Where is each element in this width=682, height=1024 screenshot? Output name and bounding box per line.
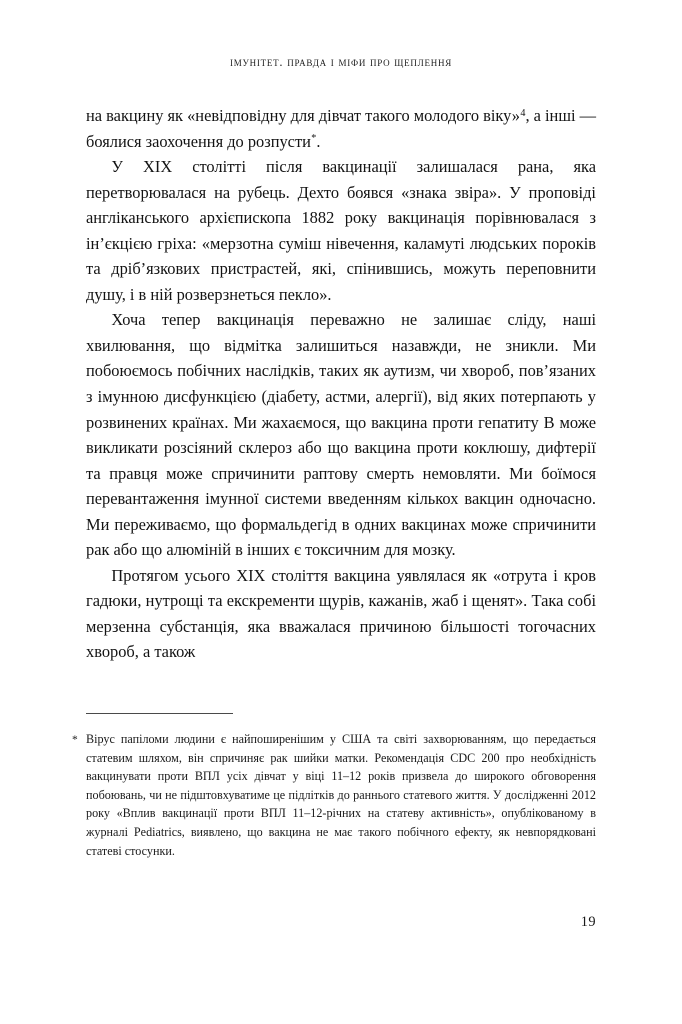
footnote-text: Вірус папіломи людини є найпоширенішим у США та світі захворюванням, що передається статевим шляхом, він спричиняє рак шийки матки. Рекомендація CDC 200 про необхідність вакцинувати проти ВПЛ усіх дівчат у віці 11–12 років призвела до широкого обговорення побоювань, чи не підштовхуватиме це підлітків до раннього статевого життя. У дослідженні 2012 року «Вплив вакцинації проти ВПЛ 11–12-річних на статеву активність», опублікованому в журналі Pediatrics, виявлено, що вакцина не має такого побічного ефекту, як невпорядковані статеві стосунки. (86, 732, 596, 858)
page-number: 19 (580, 914, 596, 930)
paragraph-3: Хоча тепер вакцинація переважно не залишає сліду, наші хвилювання, що відмітка залишиться назавжди, не зникли. Ми побоюємось побічних наслідків, таких як аутизм, чи хвороб, пов’язаних з імунною дисфункцією (діабету, астми, алергії), від яких потерпають у розвинених країнах. Ми жахаємося, що вакцина проти гепатиту В може викликати розсіяний склероз або що вакцина проти коклюшу, дифтерії та правця може спричинити раптову смерть немовляти. Ми боїмося перевантаження імунної системи введенням кількох вакцин одночасно. Ми переживаємо, що формальдегід в одних вакцинах може спричинити рак або що алюміній в інших є токсичним для мозку. (86, 310, 596, 560)
running-head (86, 56, 596, 69)
paragraph-1 (86, 103, 596, 154)
paragraph-1-text-b: , а інші — боялися заохочення до розпусти (86, 106, 596, 151)
running-head-text: імунітет. правда і міфи про щеплення (229, 55, 453, 69)
footnote-marker-asterisk: * (311, 133, 317, 145)
footnote-asterisk-marker: * (72, 733, 78, 746)
paragraph-1-text-c: . (316, 131, 321, 151)
body-text-block (86, 103, 596, 665)
footnote-marker-4: 4 (520, 107, 526, 119)
paragraph-4: Протягом усього XIX століття вакцина уявлялася як «отрута і кров гадюки, нутрощі та екскременти щурів, кажанів, жаб і щенят». Така собі мерзенна субстанція, яка вважалася причиною більшості тогочасних хвороб, а також (86, 565, 596, 662)
footnote-separator-rule (86, 713, 233, 714)
paragraph-1-text-a: на вакцину як «невідповідну для дівчат такого молодого віку» (86, 106, 520, 125)
paragraph-2: У XIX столітті після вакцинації залишалася рана, яка перетворювалася на рубець. Дехто боявся «знака звіра». У проповіді англіканського архієпископа 1882 року вакцинація порівнювалася з ін’єкцією гріха: «мерзотна суміш нівечення, каламуті людських пороків та дріб’язкових пристрастей, які, спінившись, можуть переповнити душу, і в ній розверзнеться пекло». (86, 157, 596, 304)
footnote-block (72, 730, 596, 860)
